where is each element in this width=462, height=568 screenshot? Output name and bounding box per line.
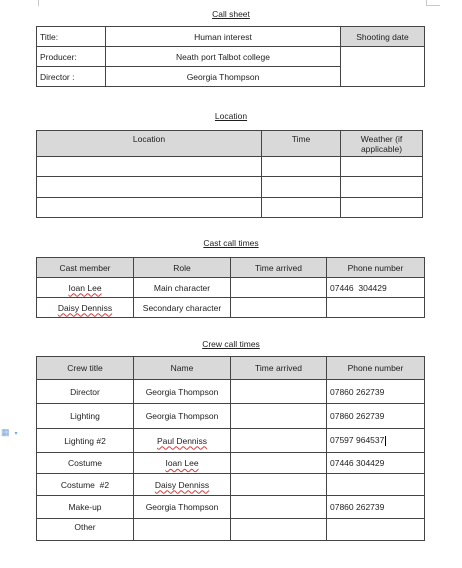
phone-number-cell[interactable]: 07860 262739 bbox=[327, 404, 425, 429]
name-cell[interactable]: Georgia Thompson bbox=[134, 496, 231, 519]
name-cell[interactable] bbox=[134, 474, 231, 496]
time-arrived-column-header: Time arrived bbox=[231, 258, 327, 278]
crew-title-cell[interactable]: Lighting bbox=[37, 404, 134, 429]
time-arrived-cell[interactable] bbox=[231, 278, 327, 298]
time-arrived-column-header: Time arrived bbox=[231, 357, 327, 380]
table-row bbox=[37, 278, 425, 298]
header-table bbox=[36, 26, 425, 87]
time-cell[interactable] bbox=[262, 177, 341, 198]
phone-number-cell[interactable] bbox=[327, 298, 425, 318]
role-cell[interactable]: Main character bbox=[134, 278, 231, 298]
time-arrived-cell[interactable] bbox=[231, 429, 327, 453]
time-arrived-cell[interactable] bbox=[231, 298, 327, 318]
crew-title-cell[interactable]: Costume #2 bbox=[37, 474, 134, 496]
phone-number-cell[interactable]: 07860 262739 bbox=[327, 496, 425, 519]
time-arrived-cell[interactable] bbox=[231, 380, 327, 404]
crew-call-times-heading: Crew call times bbox=[202, 339, 260, 349]
table-row bbox=[37, 298, 425, 318]
time-arrived-cell[interactable] bbox=[231, 453, 327, 474]
crew-title-column-header: Crew title bbox=[37, 357, 134, 380]
name-cell[interactable] bbox=[134, 519, 231, 541]
phone-number-cell[interactable]: 07446 304429 bbox=[327, 278, 425, 298]
location-cell[interactable] bbox=[37, 177, 262, 198]
table-row bbox=[37, 519, 425, 541]
time-arrived-cell[interactable] bbox=[231, 519, 327, 541]
table-row bbox=[37, 429, 425, 453]
page-corner-mark-right-horizontal bbox=[426, 5, 440, 6]
crew-title-cell[interactable]: Make-up bbox=[37, 496, 134, 519]
table-row bbox=[37, 404, 425, 429]
table-row bbox=[37, 177, 423, 198]
cast-table bbox=[36, 257, 425, 318]
table-row bbox=[37, 157, 423, 177]
cast-call-times-heading: Cast call times bbox=[203, 238, 259, 248]
role-cell[interactable]: Secondary character bbox=[134, 298, 231, 318]
time-column-header: Time bbox=[262, 131, 341, 157]
producer-value[interactable]: Neath port Talbot college bbox=[106, 47, 341, 67]
location-cell[interactable] bbox=[37, 157, 262, 177]
table-row bbox=[37, 474, 425, 496]
time-arrived-cell[interactable] bbox=[231, 474, 327, 496]
layout-options-icon[interactable]: ▦ ▾ bbox=[1, 427, 18, 437]
director-label: Director : bbox=[37, 67, 106, 87]
shooting-date-label: Shooting date bbox=[341, 27, 425, 47]
time-arrived-cell[interactable] bbox=[231, 404, 327, 429]
crew-member-name: Paul Denniss bbox=[156, 435, 208, 446]
name-cell[interactable] bbox=[134, 429, 231, 453]
time-cell[interactable] bbox=[262, 198, 341, 218]
weather-cell[interactable] bbox=[341, 198, 423, 218]
cast-member-cell[interactable] bbox=[37, 278, 134, 298]
cast-member-name: Daisy Denniss bbox=[57, 302, 113, 313]
chevron-down-icon[interactable]: ▾ bbox=[14, 431, 18, 437]
role-column-header: Role bbox=[134, 258, 231, 278]
phone-number-cell[interactable]: 07446 304429 bbox=[327, 453, 425, 474]
location-heading: Location bbox=[214, 111, 248, 121]
crew-title-cell[interactable]: Director bbox=[37, 380, 134, 404]
weather-cell[interactable] bbox=[341, 157, 423, 177]
time-cell[interactable] bbox=[262, 157, 341, 177]
cast-member-column-header: Cast member bbox=[37, 258, 134, 278]
cast-member-cell[interactable] bbox=[37, 298, 134, 318]
crew-title-cell[interactable]: Costume bbox=[37, 453, 134, 474]
phone-number-column-header: Phone number bbox=[327, 357, 425, 380]
phone-number-cell[interactable] bbox=[327, 429, 425, 453]
location-table bbox=[36, 130, 423, 218]
phone-number-text: 07597 964537 bbox=[330, 435, 385, 446]
title-label: Title: bbox=[37, 27, 106, 47]
director-value[interactable]: Georgia Thompson bbox=[106, 67, 341, 87]
name-cell[interactable] bbox=[134, 453, 231, 474]
table-row bbox=[37, 453, 425, 474]
phone-number-cell[interactable] bbox=[327, 519, 425, 541]
crew-title-cell[interactable]: Other bbox=[37, 519, 134, 541]
table-row bbox=[37, 380, 425, 404]
cast-member-name: Ioan Lee bbox=[68, 282, 102, 293]
weather-cell[interactable] bbox=[341, 177, 423, 198]
phone-number-column-header: Phone number bbox=[327, 258, 425, 278]
name-cell[interactable]: Georgia Thompson bbox=[134, 404, 231, 429]
table-row bbox=[37, 198, 423, 218]
name-column-header: Name bbox=[134, 357, 231, 380]
phone-number-cell[interactable] bbox=[327, 474, 425, 496]
table-row bbox=[37, 496, 425, 519]
crew-member-name: Daisy Denniss bbox=[154, 479, 210, 490]
crew-title-cell[interactable]: Lighting #2 bbox=[37, 429, 134, 453]
time-arrived-cell[interactable] bbox=[231, 496, 327, 519]
name-cell[interactable]: Georgia Thompson bbox=[134, 380, 231, 404]
crew-table bbox=[36, 356, 425, 541]
weather-column-header: Weather (if applicable) bbox=[341, 131, 423, 157]
title-value[interactable]: Human interest bbox=[106, 27, 341, 47]
crew-member-name: Ioan Lee bbox=[165, 458, 199, 468]
phone-number-cell[interactable]: 07860 262739 bbox=[327, 380, 425, 404]
page-title: Call sheet bbox=[212, 9, 250, 19]
page-corner-mark-left bbox=[38, 0, 39, 6]
producer-label: Producer: bbox=[37, 47, 106, 67]
location-cell[interactable] bbox=[37, 198, 262, 218]
text-cursor bbox=[385, 436, 386, 446]
location-column-header: Location bbox=[37, 131, 262, 157]
shooting-date-value[interactable] bbox=[341, 47, 425, 87]
